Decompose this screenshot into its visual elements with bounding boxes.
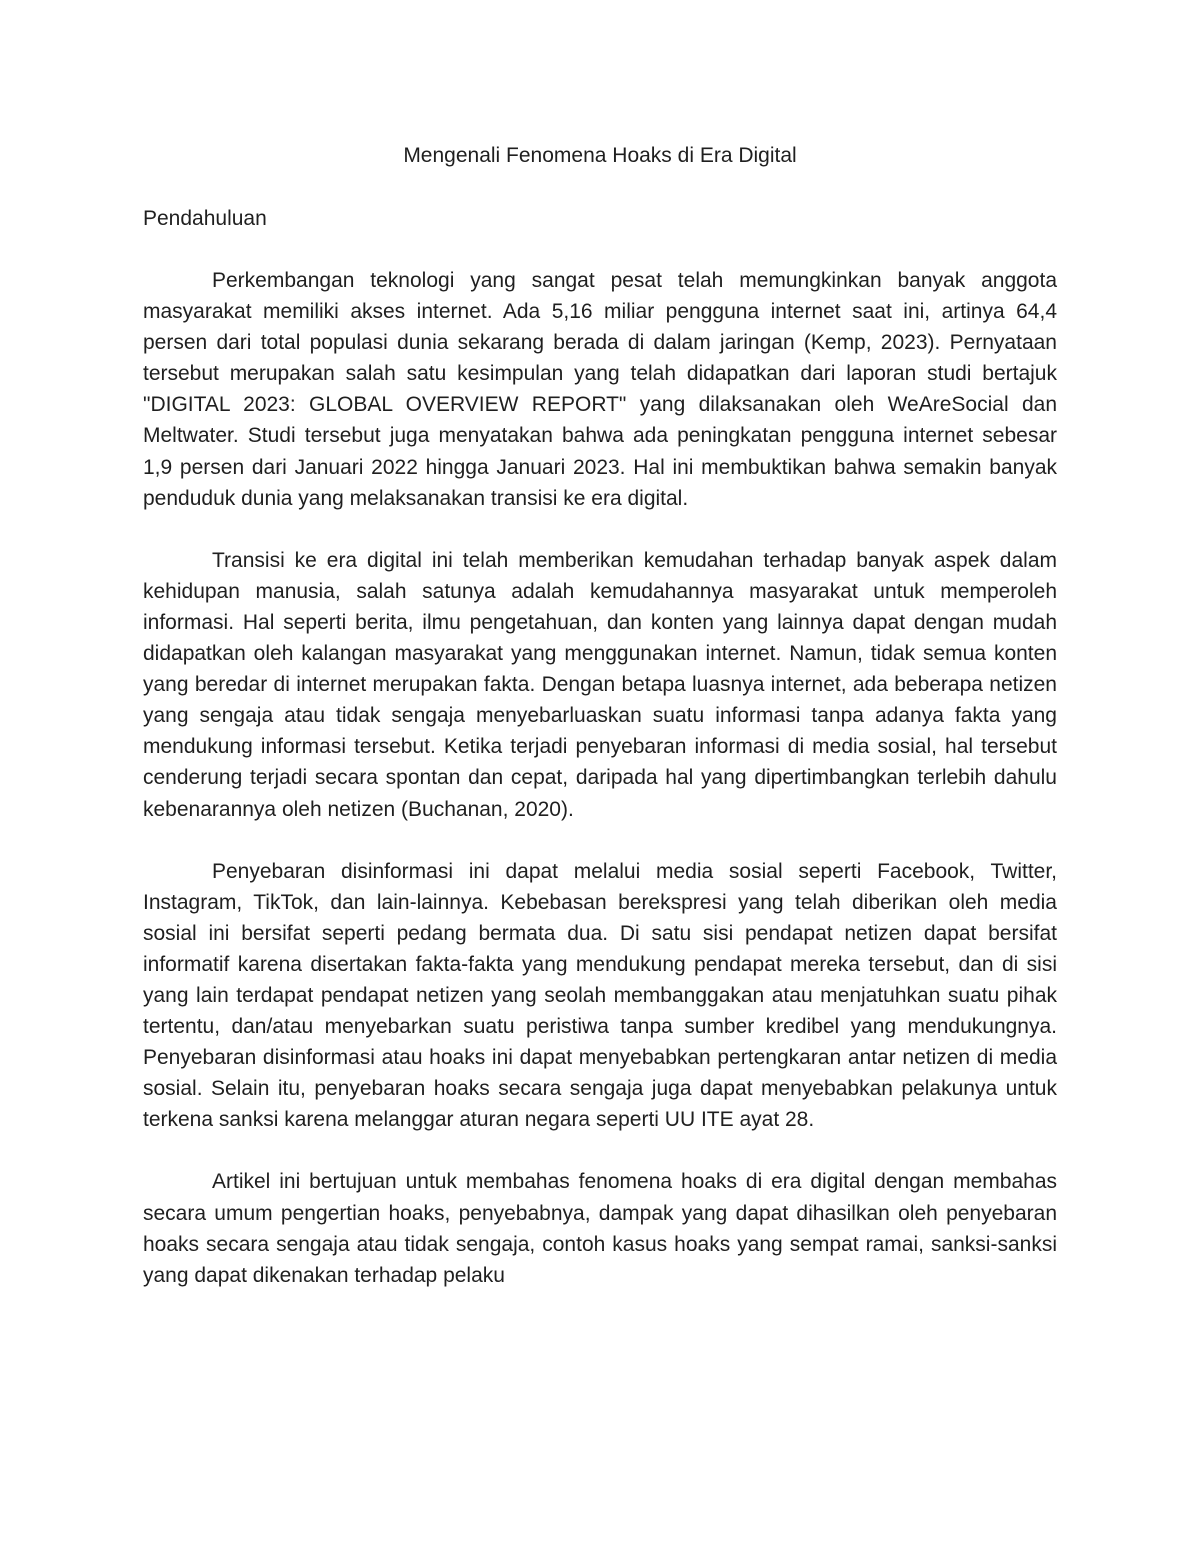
document-title: Mengenali Fenomena Hoaks di Era Digital [403,144,797,167]
document-body [143,140,1057,1291]
paragraph-4: Artikel ini bertujuan untuk membahas fenomena hoaks di era digital dengan membahas secara umum pengertian hoaks, penyebabnya, dampak yang dapat dihasilkan oleh penyebaran hoaks secara sengaja atau tidak sengaja, contoh kasus hoaks yang sempat ramai, sanksi-sanksi yang dapat dikenakan terhadap pelaku [143,1170,1057,1287]
section-heading: Pendahuluan [143,207,267,230]
paragraph-3: Penyebaran disinformasi ini dapat melalui media sosial seperti Facebook, Twitter, Instagram, TikTok, dan lain-lainnya. Kebebasan berekspresi yang telah diberikan oleh media sosial ini bersifat seperti pedang bermata dua. Di satu sisi pendapat netizen dapat bersifat informatif karena disertakan fakta-fakta yang mendukung pendapat mereka tersebut, dan di sisi yang lain terdapat pendapat netizen yang seolah membanggakan atau menjatuhkan suatu pihak tertentu, dan/atau menyebarkan suatu peristiwa tanpa sumber kredibel yang mendukungnya. Penyebaran disinformasi atau hoaks ini dapat menyebabkan pertengkaran antar netizen di media sosial. Selain itu, penyebaran hoaks secara sengaja juga dapat menyebabkan pelakunya untuk terkena sanksi karena melanggar aturan negara seperti UU ITE ayat 28. [143,859,1057,1132]
paragraph-2: Transisi ke era digital ini telah memberikan kemudahan terhadap banyak aspek dalam kehidupan manusia, salah satunya adalah kemudahannya masyarakat untuk memperoleh informasi. Hal seperti berita, ilmu pengetahuan, dan konten yang lainnya dapat dengan mudah didapatkan oleh kalangan masyarakat yang menggunakan internet. Namun, tidak semua konten yang beredar di internet merupakan fakta. Dengan betapa luasnya internet, ada beberapa netizen yang sengaja atau tidak sengaja menyebarluaskan suatu informasi tanpa adanya fakta yang mendukung informasi tersebut. Ketika terjadi penyebaran informasi di media sosial, hal tersebut cenderung terjadi secara spontan dan cepat, daripada hal yang dipertimbangkan terlebih dahulu kebenarannya oleh netizen (Buchanan, 2020). [143,548,1057,821]
paragraph-1: Perkembangan teknologi yang sangat pesat telah memungkinkan banyak anggota masyarakat memiliki akses internet. Ada 5,16 miliar pengguna internet saat ini, artinya 64,4 persen dari total populasi dunia sekarang berada di dalam jaringan (Kemp, 2023). Pernyataan tersebut merupakan salah satu kesimpulan yang telah didapatkan dari laporan studi bertajuk "DIGITAL 2023: GLOBAL OVERVIEW REPORT" yang dilaksanakan oleh WeAreSocial dan Meltwater. Studi tersebut juga menyatakan bahwa ada peningkatan pengguna internet sebesar 1,9 persen dari Januari 2022 hingga Januari 2023. Hal ini membuktikan bahwa semakin banyak penduduk dunia yang melaksanakan transisi ke era digital. [143,269,1057,510]
